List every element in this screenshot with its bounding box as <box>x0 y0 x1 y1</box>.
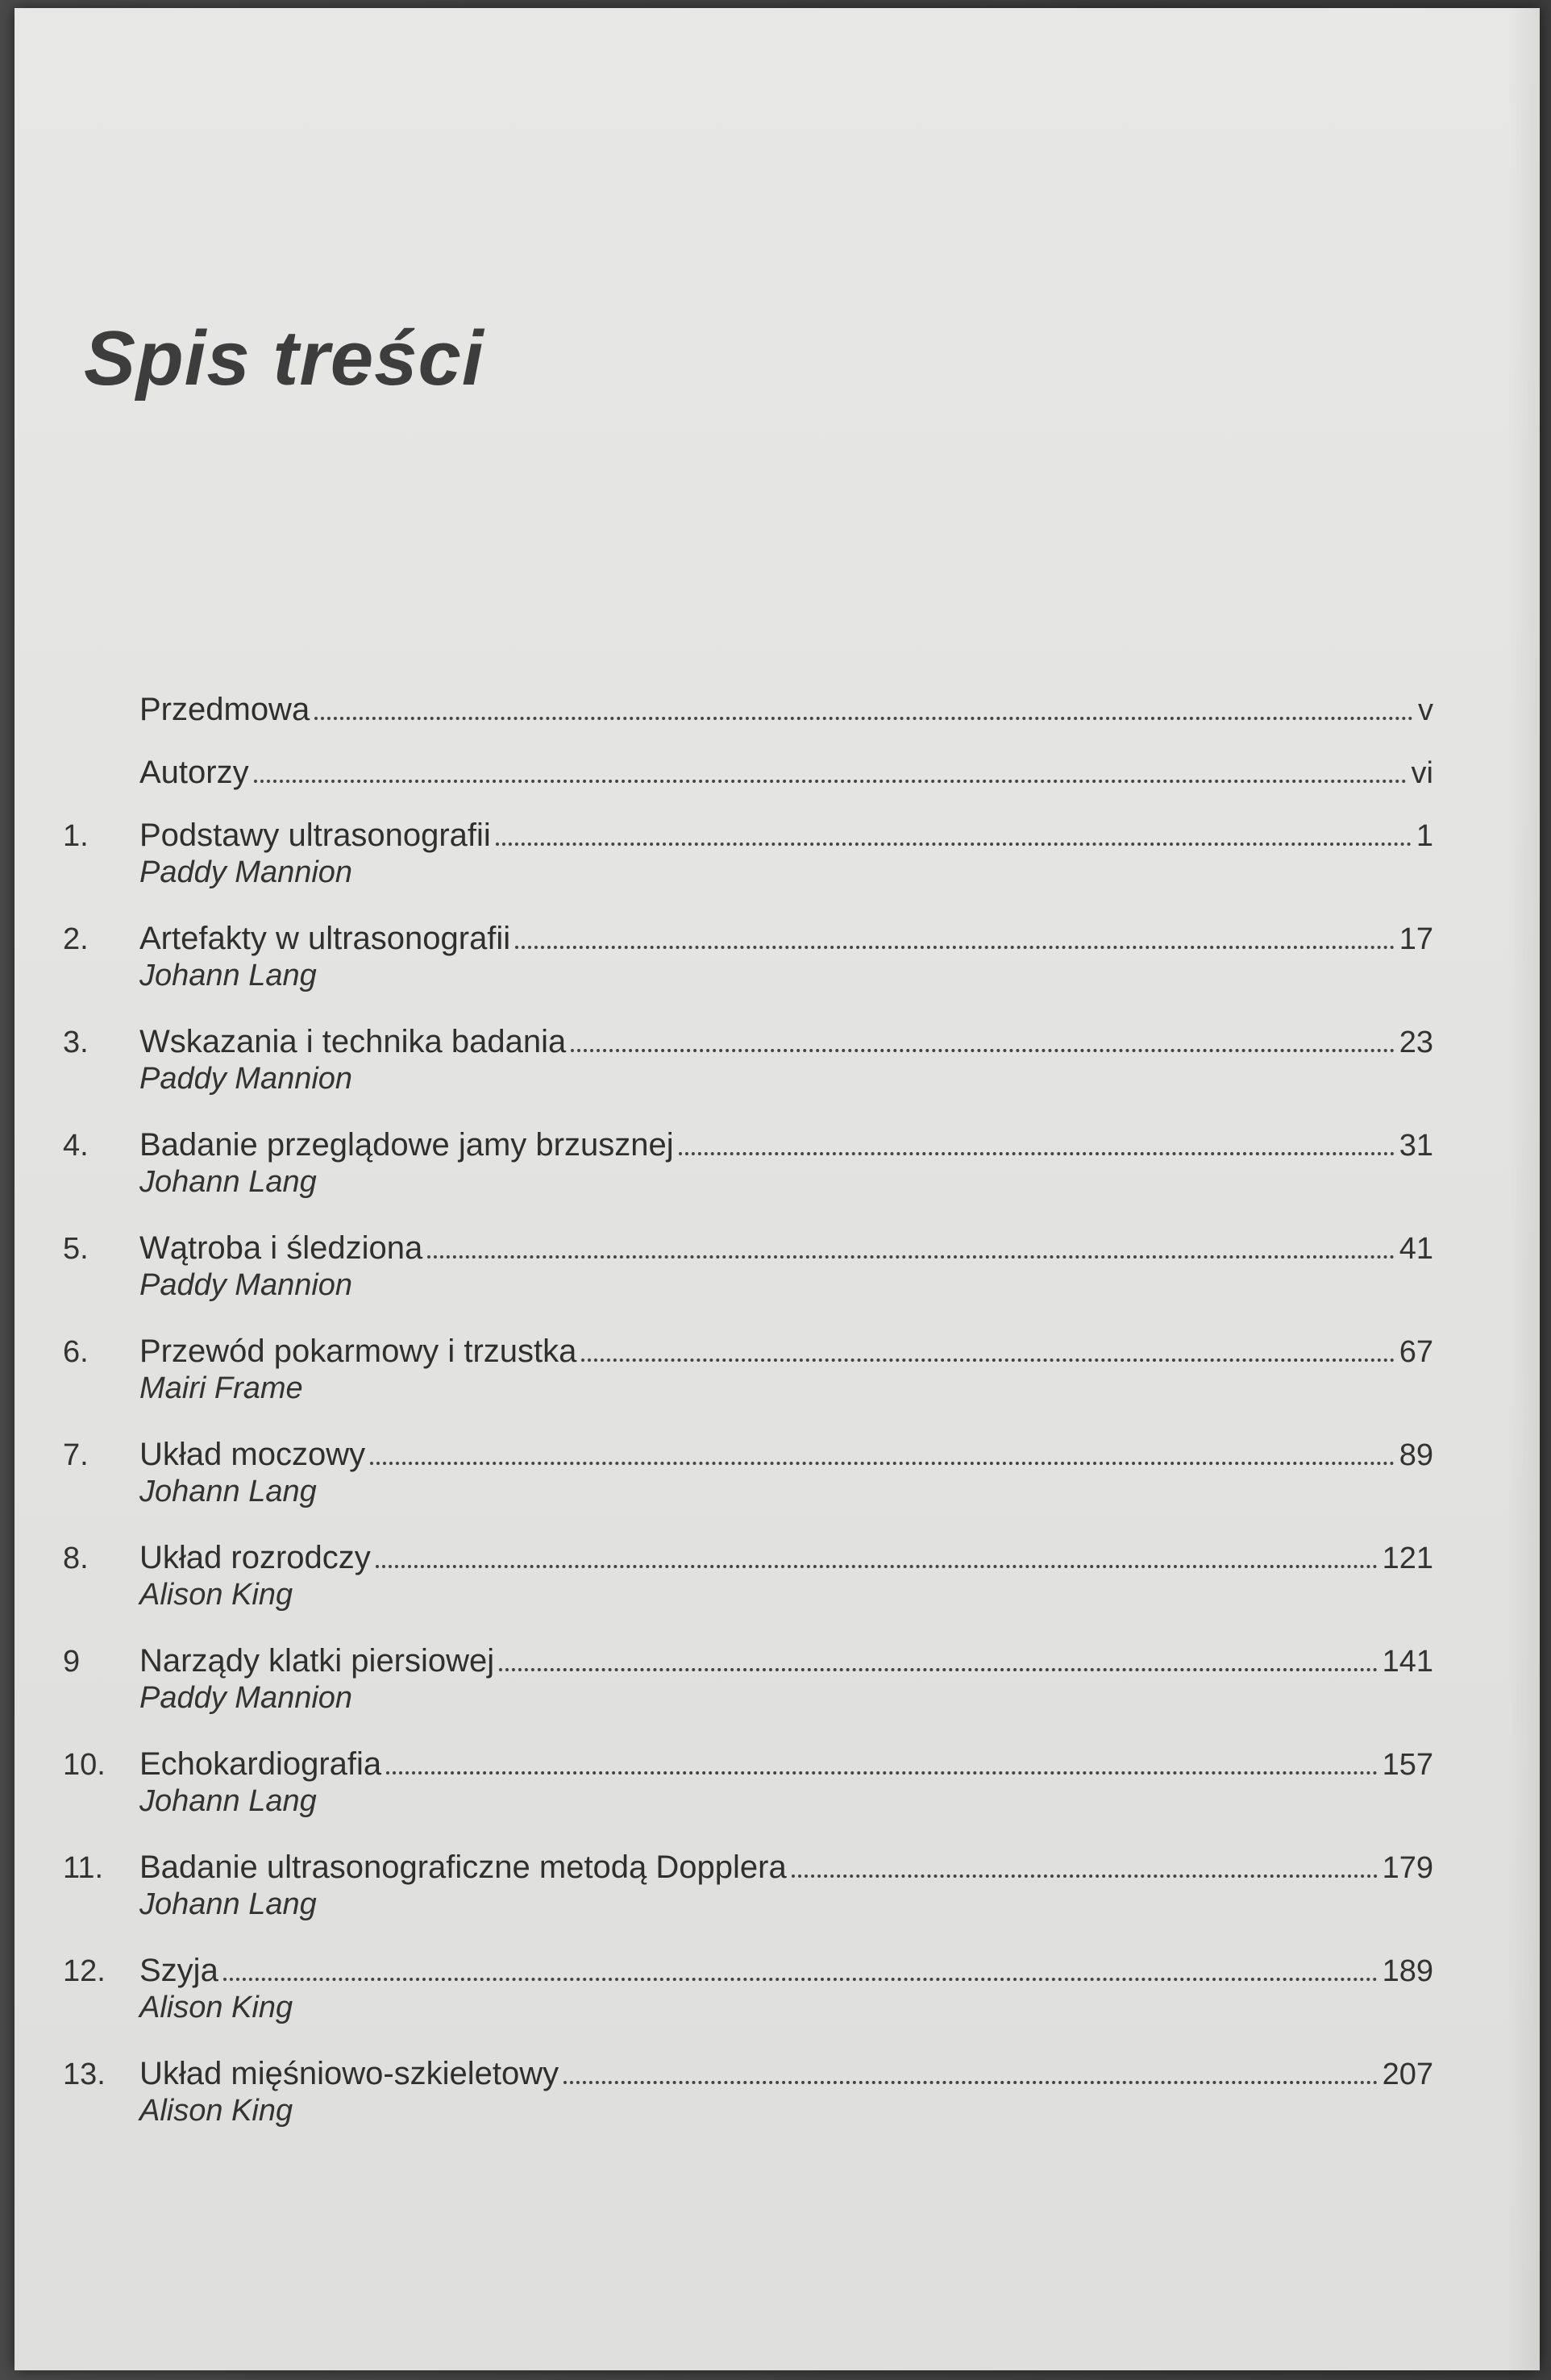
dot-leader <box>314 717 1413 720</box>
toc-chapter-author: Paddy Mannion <box>139 1268 353 1302</box>
toc-chapter-author: Paddy Mannion <box>139 1681 353 1715</box>
toc-chapter-6 <box>63 1323 1433 1426</box>
toc-chapter-page: 121 <box>1382 1542 1433 1575</box>
toc-entry-label: Przedmowa <box>139 692 310 727</box>
toc-chapter-title: Badanie przeglądowe jamy brzusznej <box>139 1127 674 1163</box>
dot-leader <box>376 1565 1378 1568</box>
toc-entry-page: vi <box>1411 756 1433 790</box>
toc-chapter-number: 10. <box>63 1748 106 1782</box>
toc-chapter-author: Johann Lang <box>139 1887 317 1921</box>
toc-chapter-11 <box>63 1839 1433 1942</box>
dot-leader <box>386 1771 1377 1775</box>
toc-entry-number-empty <box>63 786 139 791</box>
toc-chapter-2 <box>63 910 1433 1013</box>
dot-leader <box>370 1462 1395 1465</box>
toc-chapter-author: Alison King <box>139 2094 293 2128</box>
toc-chapter-12 <box>63 1942 1433 2045</box>
toc-chapter-3 <box>63 1013 1433 1117</box>
toc-chapter-page: 207 <box>1382 2058 1433 2091</box>
toc-chapter-page: 89 <box>1399 1438 1433 1472</box>
toc-entry-page: v <box>1418 693 1433 727</box>
dot-leader <box>563 2081 1377 2084</box>
dot-leader <box>223 1978 1378 1981</box>
dot-leader <box>515 946 1395 949</box>
toc-chapter-title: Wskazania i technika badania <box>139 1024 567 1059</box>
toc-chapter-author: Alison King <box>139 1991 293 2024</box>
toc-chapter-5 <box>63 1220 1433 1323</box>
toc-chapter-page: 23 <box>1399 1026 1433 1059</box>
dot-leader <box>496 843 1412 846</box>
dot-leader <box>499 1668 1377 1671</box>
toc-chapter-title: Badanie ultrasonograficzne metodą Dopplera <box>139 1849 787 1885</box>
toc-chapter-number: 4. <box>63 1129 89 1163</box>
toc-chapter-page: 157 <box>1382 1748 1433 1782</box>
toc-chapter-number: 8. <box>63 1542 89 1575</box>
toc-chapter-page: 41 <box>1399 1232 1433 1266</box>
dot-leader <box>571 1049 1395 1052</box>
toc-chapter-number: 5. <box>63 1232 89 1266</box>
toc-chapter-title: Narządy klatki piersiowej <box>139 1643 495 1679</box>
table-of-contents <box>63 681 1433 2149</box>
toc-chapter-author: Johann Lang <box>139 1784 317 1818</box>
toc-chapter-page: 31 <box>1399 1129 1433 1163</box>
toc-chapter-title: Artefakty w ultrasonografii <box>139 921 511 956</box>
page-edge-shadow <box>1507 8 1540 2370</box>
dot-leader <box>427 1255 1394 1259</box>
toc-chapter-10 <box>63 1736 1433 1839</box>
toc-chapter-number: 9 <box>63 1645 81 1679</box>
toc-entry-preface <box>63 681 1433 744</box>
toc-entry-authors <box>63 744 1433 807</box>
toc-chapter-title: Układ mięśniowo-szkieletowy <box>139 2056 559 2091</box>
toc-chapter-number: 2. <box>63 922 89 956</box>
toc-chapter-number: 7. <box>63 1438 89 1472</box>
toc-chapter-page: 189 <box>1382 1954 1433 1988</box>
toc-chapter-page: 1 <box>1416 819 1433 853</box>
toc-chapter-page: 179 <box>1382 1851 1433 1885</box>
toc-entry-number-empty <box>63 723 139 728</box>
toc-chapter-title: Szyja <box>139 1953 218 1988</box>
toc-chapter-13 <box>63 2045 1433 2149</box>
toc-chapter-number: 13. <box>63 2058 106 2091</box>
toc-chapter-author: Johann Lang <box>139 1165 317 1199</box>
toc-chapter-number: 11. <box>63 1851 104 1885</box>
toc-chapter-author: Paddy Mannion <box>139 855 353 889</box>
toc-chapter-number: 1. <box>63 819 89 853</box>
toc-chapter-7 <box>63 1426 1433 1529</box>
toc-chapter-title: Wątroba i śledziona <box>139 1230 423 1266</box>
toc-chapter-title: Echokardiografia <box>139 1746 382 1782</box>
toc-chapter-page: 17 <box>1399 922 1433 956</box>
page-title: Spis treści <box>84 315 484 402</box>
toc-chapter-title: Przewód pokarmowy i trzustka <box>139 1334 577 1369</box>
toc-chapter-1 <box>63 807 1433 910</box>
dot-leader <box>679 1152 1395 1155</box>
dot-leader <box>581 1359 1394 1362</box>
toc-chapter-4 <box>63 1117 1433 1220</box>
toc-chapter-author: Johann Lang <box>139 959 317 992</box>
book-page <box>15 8 1540 2370</box>
dot-leader <box>254 780 1407 783</box>
toc-chapter-number: 12. <box>63 1954 106 1988</box>
toc-chapter-author: Paddy Mannion <box>139 1062 353 1096</box>
toc-chapter-number: 3. <box>63 1026 89 1059</box>
toc-chapter-8 <box>63 1529 1433 1633</box>
dot-leader <box>792 1874 1378 1878</box>
toc-chapter-title: Układ rozrodczy <box>139 1540 371 1575</box>
toc-chapter-page: 67 <box>1399 1335 1433 1369</box>
toc-chapter-title: Podstawy ultrasonografii <box>139 818 491 853</box>
toc-chapter-author: Mairi Frame <box>139 1371 303 1405</box>
toc-entry-label: Autorzy <box>139 755 249 790</box>
toc-chapter-9 <box>63 1633 1433 1736</box>
toc-chapter-author: Johann Lang <box>139 1475 317 1508</box>
toc-chapter-number: 6. <box>63 1335 89 1369</box>
toc-chapter-page: 141 <box>1382 1645 1433 1679</box>
toc-chapter-author: Alison King <box>139 1578 293 1612</box>
toc-chapter-title: Układ moczowy <box>139 1437 366 1472</box>
